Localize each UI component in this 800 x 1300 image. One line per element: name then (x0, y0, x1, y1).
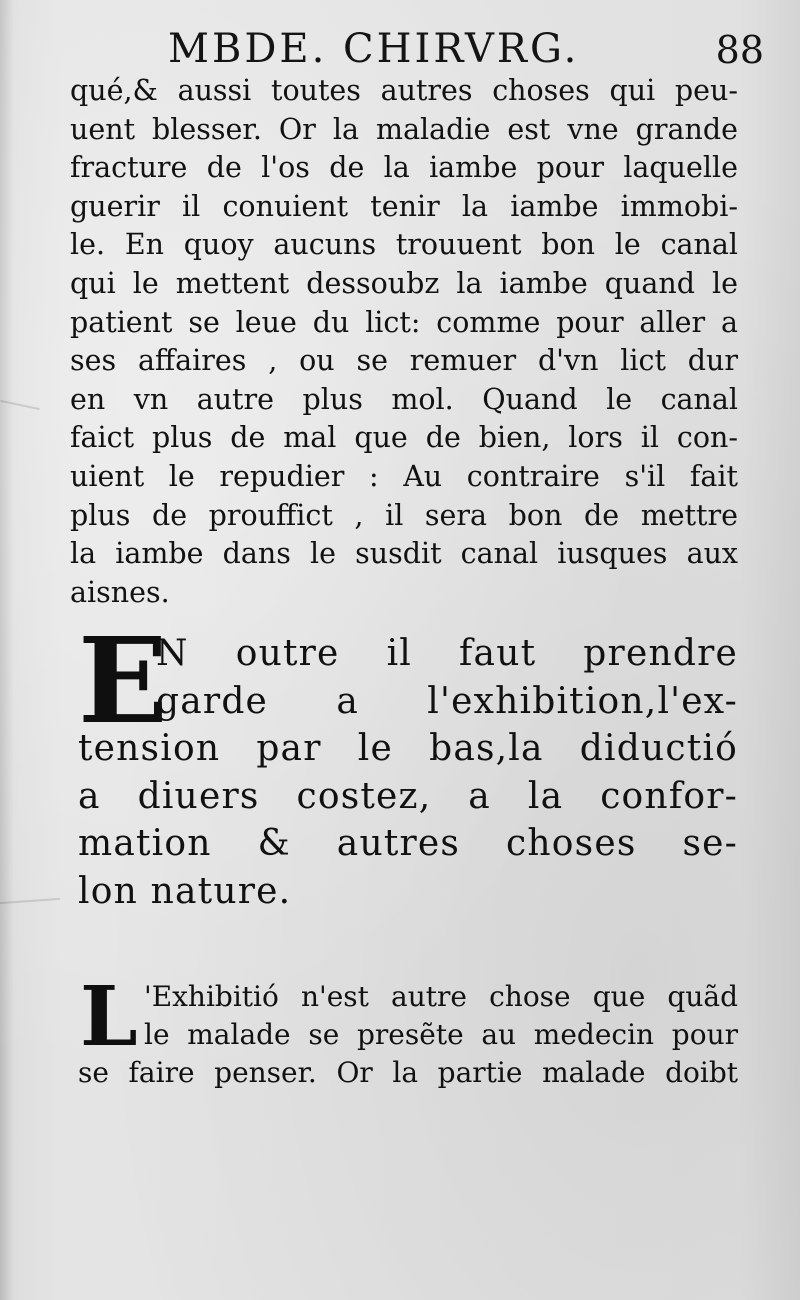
dropcap-e: E (78, 611, 170, 750)
text-line: fracture de l'os de la iambe pour laquelle (70, 151, 738, 185)
body-paragraph (70, 72, 738, 612)
text-line: lon nature. (78, 870, 292, 912)
paper-crease (0, 898, 60, 904)
text-line: la iambe dans le susdit canal iusques aux (70, 537, 738, 571)
text-line: aisnes. (70, 575, 170, 609)
text-line: mation & autres choses se- (78, 823, 738, 864)
dropcap-l: L (80, 969, 138, 1065)
text-line: uient le repudier : Au contraire s'il fait (70, 459, 738, 493)
text-line: garde a l'exhibition,l'ex- (156, 680, 738, 722)
text-line: en vn autre plus mol. Quand le canal (70, 382, 738, 416)
text-line: guerir il conuient tenir la iambe immobi- (70, 189, 738, 223)
text-line: uent blesser. Or la maladie est vne grande (70, 112, 738, 146)
text-line: faict plus de mal que de bien, lors il con- (70, 421, 738, 455)
page-header (0, 18, 800, 78)
text-line: a diuers costez, a la confor- (78, 775, 738, 817)
running-head: MBDE. CHIRVRG. (168, 26, 580, 72)
text-line: le. En quoy aucuns trouuent bon le canal (70, 228, 738, 262)
text-line: patient se leue du lict: comme pour aller a (70, 305, 738, 339)
text-line: se faire penser. Or la partie malade doibt (78, 1056, 738, 1089)
text-line: N outre il faut prendre (156, 633, 738, 674)
text-line: tension par le bas,la diductió (78, 728, 738, 769)
text-line: 'Exhibitió n'est autre chose que quãd (144, 980, 738, 1013)
paragraph-exhibition (78, 611, 738, 915)
text-line: le malade se presẽte au medecin pour (144, 1018, 738, 1051)
text-line: ses affaires , ou se remuer d'vn lict dur (70, 344, 738, 378)
text-line: plus de prouffict , il sera bon de mettre (70, 498, 738, 532)
text-line: qui le mettent dessoubz la iambe quand le (70, 266, 738, 300)
paper-crease (0, 400, 40, 410)
paragraph-definition (78, 969, 738, 1092)
page-number: 88 (715, 28, 764, 72)
text-line: qué,& aussi toutes autres choses qui peu- (70, 74, 738, 107)
